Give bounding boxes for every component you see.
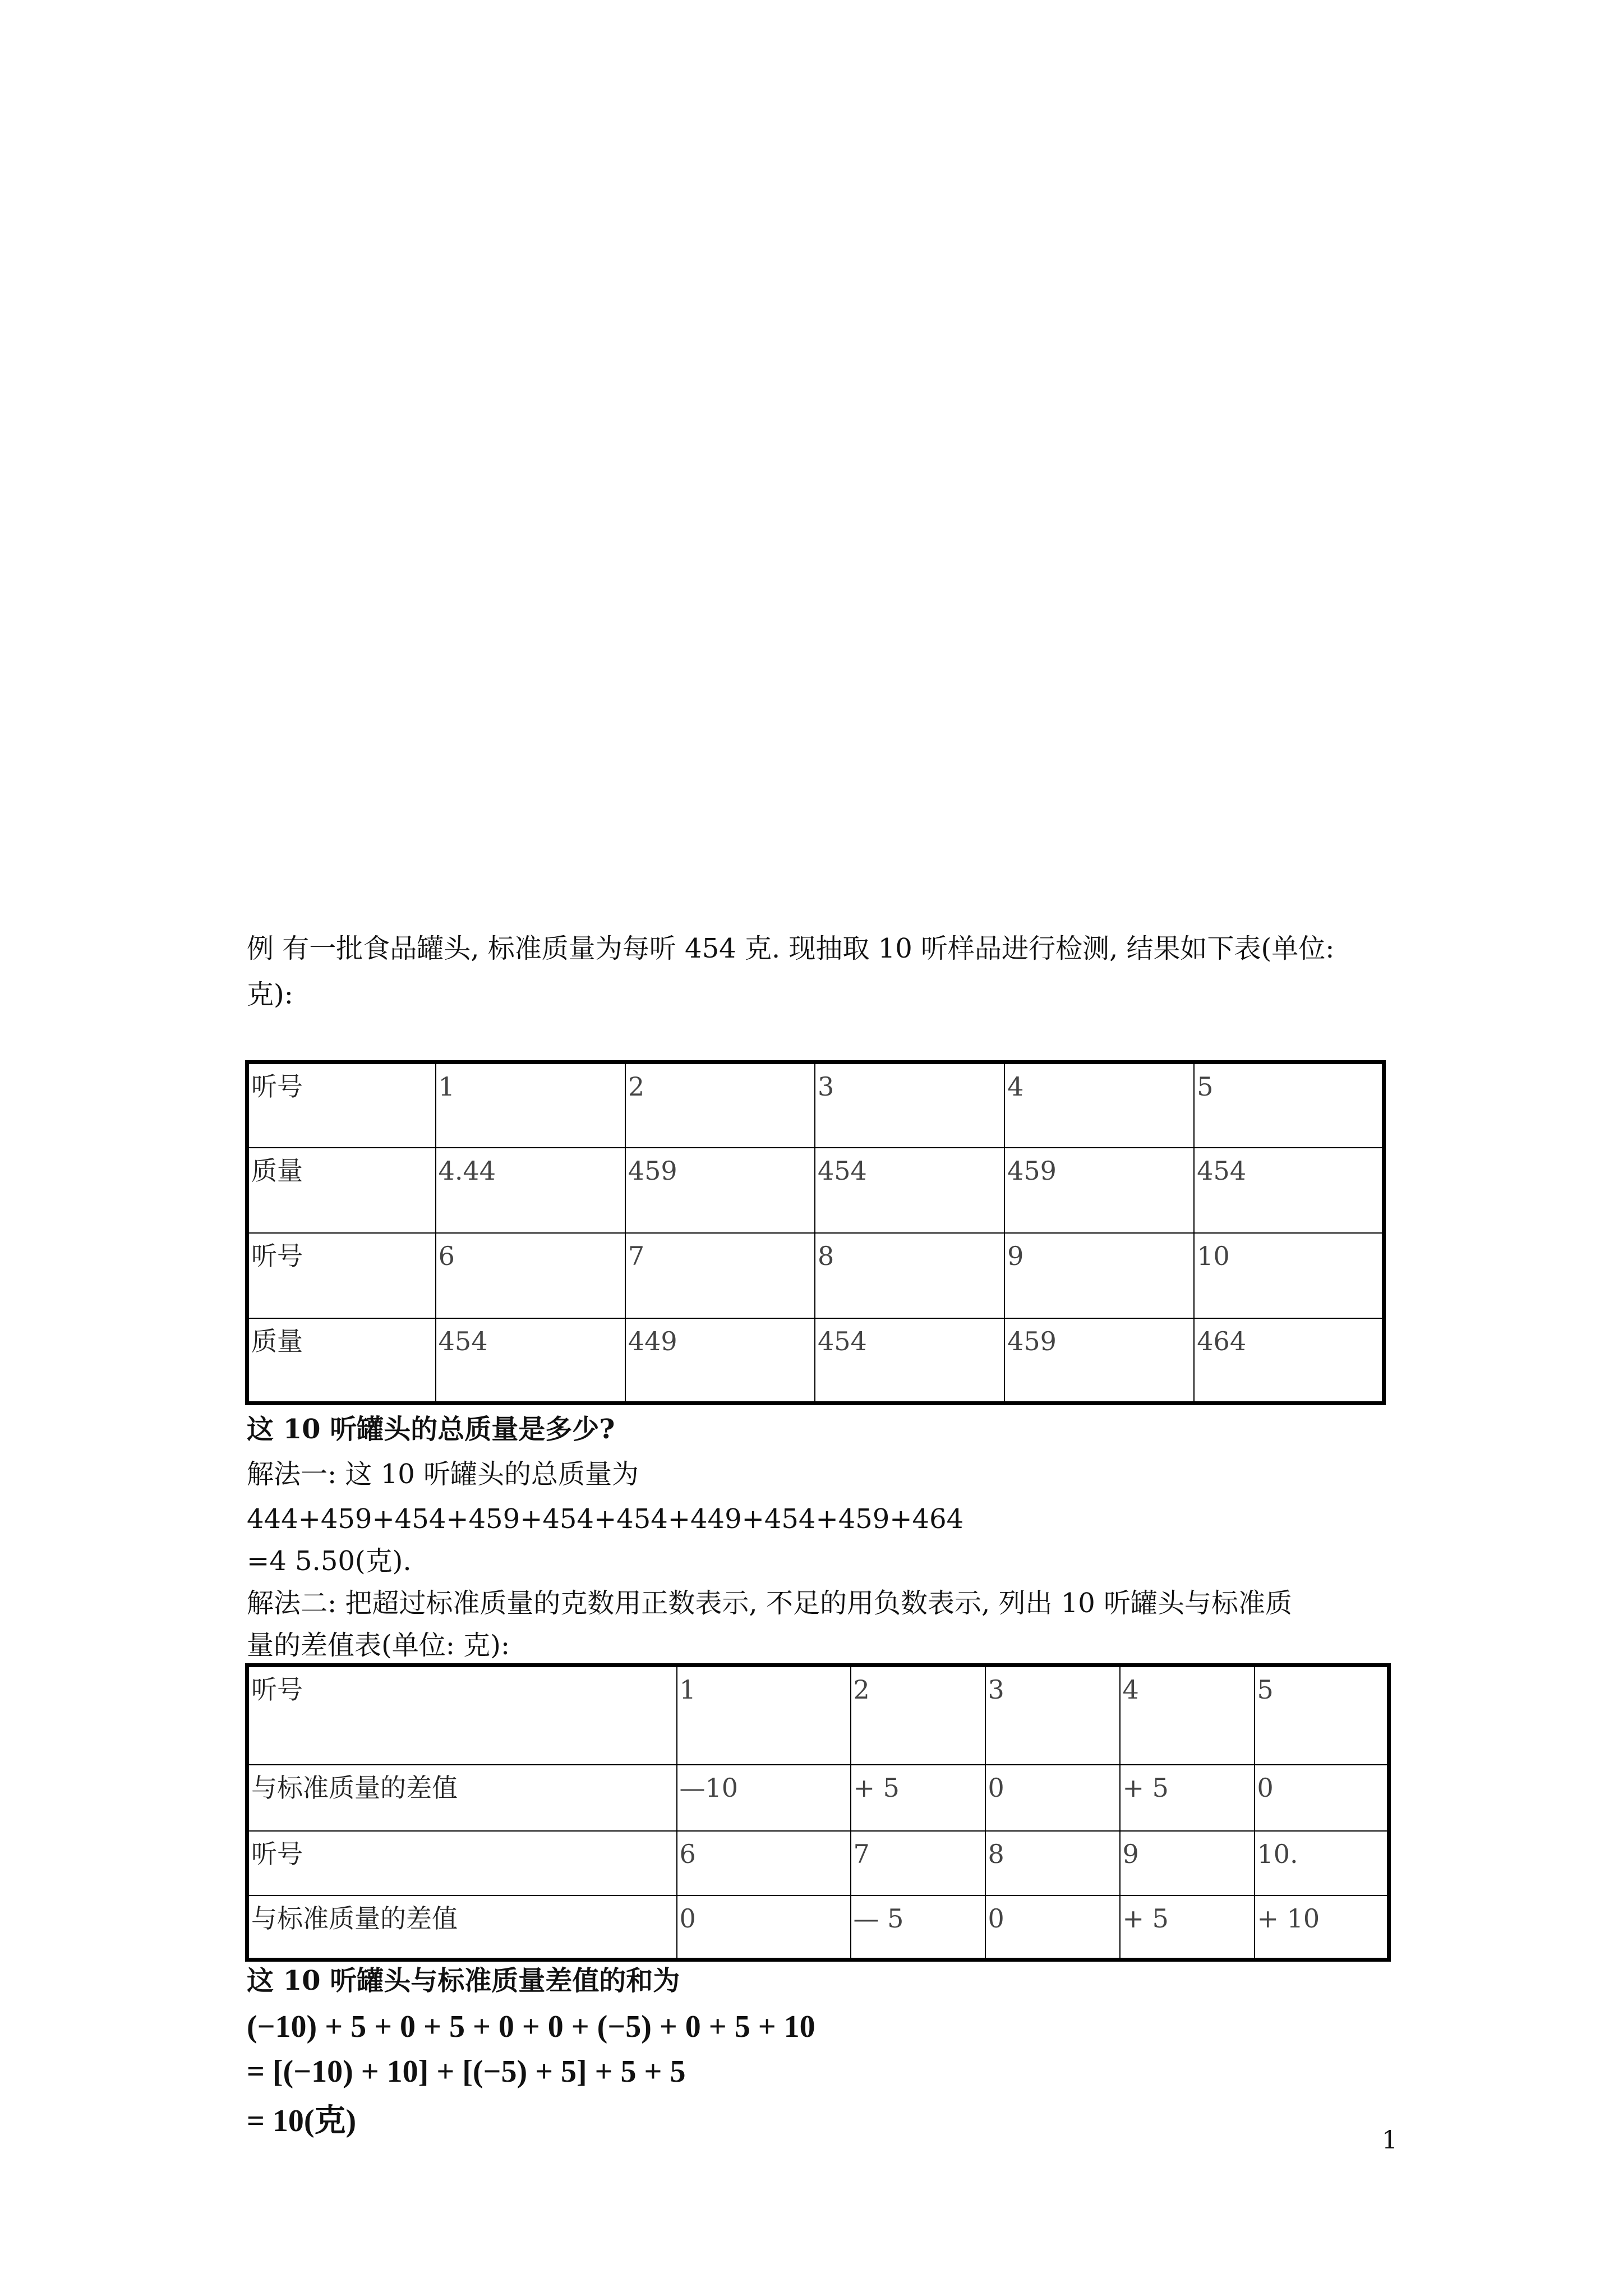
method1-result: =4 5.50(克). xyxy=(247,1545,412,1577)
table-cell: 4 xyxy=(1120,1665,1255,1765)
table-cell: 9 xyxy=(1004,1233,1194,1318)
table-cell: 10 xyxy=(1194,1233,1384,1318)
table-cell: 8 xyxy=(985,1831,1120,1895)
table-cell: 质量 xyxy=(247,1318,436,1404)
method2-line-1: 解法二: 把超过标准质量的克数用正数表示, 不足的用负数表示, 列出 10 听罐头与标准质 xyxy=(247,1588,1293,1619)
table-cell: 10. xyxy=(1255,1831,1389,1895)
table-row xyxy=(247,1148,1384,1233)
table-cell: 6 xyxy=(436,1233,625,1318)
table-cell: 454 xyxy=(815,1148,1004,1233)
math-line-2: = [(−10) + 10] + [(−5) + 5] + 5 + 5 xyxy=(247,2054,686,2089)
table-cell: 7 xyxy=(851,1831,985,1895)
table-cell: 4 xyxy=(1004,1062,1194,1148)
table-cell: 1 xyxy=(436,1062,625,1148)
table-cell: + 5 xyxy=(1120,1895,1255,1960)
difference-table xyxy=(245,1663,1391,1962)
table-cell: 与标准质量的差值 xyxy=(247,1895,677,1960)
table-row xyxy=(247,1318,1384,1404)
table-cell: 9 xyxy=(1120,1831,1255,1895)
table-cell: 7 xyxy=(625,1233,815,1318)
table-cell: 459 xyxy=(625,1148,815,1233)
mass-table xyxy=(245,1060,1386,1405)
table-cell: 与标准质量的差值 xyxy=(247,1765,677,1831)
table-cell: 3 xyxy=(815,1062,1004,1148)
table-row xyxy=(247,1062,1384,1148)
table-cell: 5 xyxy=(1255,1665,1389,1765)
table-cell: 5 xyxy=(1194,1062,1384,1148)
table-cell: 0 xyxy=(985,1765,1120,1831)
table-row xyxy=(247,1765,1389,1831)
table-cell: 6 xyxy=(677,1831,851,1895)
sum-heading: 这 10 听罐头与标准质量差值的和为 xyxy=(247,1965,680,1996)
intro-line-1: 例 有一批食品罐头, 标准质量为每听 454 克. 现抽取 10 听样品进行检测, 结果如下表(单位: xyxy=(247,933,1335,964)
table-cell: 2 xyxy=(851,1665,985,1765)
table-cell: 459 xyxy=(1004,1148,1194,1233)
question-heading: 这 10 听罐头的总质量是多少? xyxy=(247,1414,615,1445)
table-row xyxy=(247,1895,1389,1960)
math-line-3: = 10(克) xyxy=(247,2104,357,2138)
table-cell: + 5 xyxy=(851,1765,985,1831)
table-cell: 听号 xyxy=(247,1665,677,1765)
table-cell: 454 xyxy=(436,1318,625,1404)
table-cell: 8 xyxy=(815,1233,1004,1318)
table-cell: 454 xyxy=(1194,1148,1384,1233)
table-cell: 0 xyxy=(985,1895,1120,1960)
table-row xyxy=(247,1665,1389,1765)
table-cell: + 10 xyxy=(1255,1895,1389,1960)
table-cell: 3 xyxy=(985,1665,1120,1765)
method1-expression: 444+459+454+459+454+454+449+454+459+464 xyxy=(247,1503,964,1535)
table-cell: 0 xyxy=(1255,1765,1389,1831)
table-cell: 听号 xyxy=(247,1831,677,1895)
table-cell: 1 xyxy=(677,1665,851,1765)
table-cell: 464 xyxy=(1194,1318,1384,1404)
table-cell: 0 xyxy=(677,1895,851,1960)
table-cell: 听号 xyxy=(247,1233,436,1318)
table-cell: — 5 xyxy=(851,1895,985,1960)
intro-line-2: 克): xyxy=(247,979,293,1010)
table-row xyxy=(247,1233,1384,1318)
method2-line-2: 量的差值表(单位: 克): xyxy=(247,1630,510,1661)
page-number: 1 xyxy=(1382,2126,1398,2155)
table-cell: 459 xyxy=(1004,1318,1194,1404)
table-cell: 4.44 xyxy=(436,1148,625,1233)
table-cell: 质量 xyxy=(247,1148,436,1233)
table-row xyxy=(247,1831,1389,1895)
table-cell: 听号 xyxy=(247,1062,436,1148)
table-cell: —10 xyxy=(677,1765,851,1831)
method1-heading: 解法一: 这 10 听罐头的总质量为 xyxy=(247,1458,639,1490)
table-cell: 454 xyxy=(815,1318,1004,1404)
table-cell: 449 xyxy=(625,1318,815,1404)
table-cell: 2 xyxy=(625,1062,815,1148)
table-cell: + 5 xyxy=(1120,1765,1255,1831)
math-line-1: (−10) + 5 + 0 + 5 + 0 + 0 + (−5) + 0 + 5 + 10 xyxy=(247,2009,815,2044)
